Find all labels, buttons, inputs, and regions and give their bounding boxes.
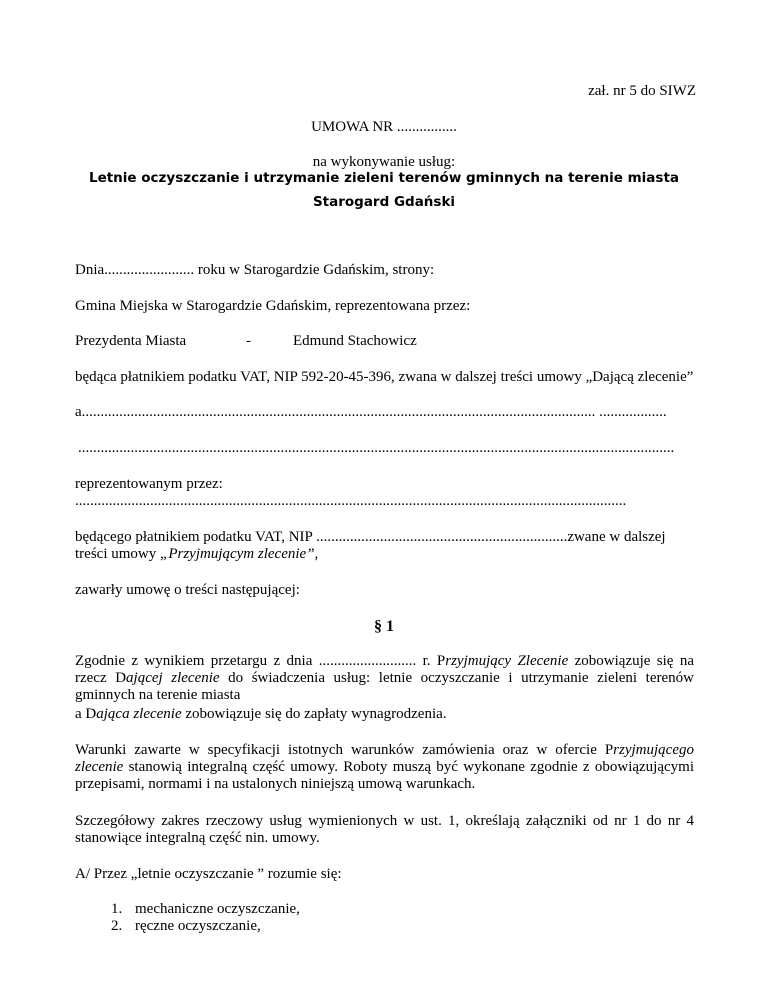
- section-1-paragraph-2: [75, 706, 694, 723]
- representative-role: Prezydenta Miasta: [75, 333, 187, 349]
- contractor-vat-text: treści umowy: [75, 546, 160, 562]
- p1-part-d: ającej zlecenie: [126, 670, 220, 686]
- section-1-paragraph-4: Szczegółowy zakres rzeczowy usług wymienionych w ust. 1, określają załączniki od nr 1 do nr 4 stanowiące integralną część nin. umowy.: [75, 813, 694, 846]
- party-one: Gmina Miejska w Starogardzie Gdańskim, reprezentowana przez:: [75, 298, 471, 314]
- contractor-line: a......................................................................................................................................... ..................: [75, 404, 667, 420]
- representative-dots: ...................................................................................................................................................: [75, 493, 627, 509]
- contract-title: Letnie oczyszczanie i utrzymanie zieleni terenów gminnych na terenie miasta: [88, 170, 680, 186]
- list-item-text: ręczne oczyszczanie,: [135, 918, 261, 934]
- cleaning-list: [111, 901, 300, 935]
- p3-part-a: Warunki zawarte w specyfikacji istotnych warunków zamówienia oraz w ofercie P: [75, 742, 614, 758]
- section-1-paragraph-5: A/ Przez „letnie oczyszczanie ” rozumie się:: [75, 866, 342, 882]
- list-item-number: 1.: [111, 901, 123, 917]
- section-1-paragraph-3: [75, 742, 694, 793]
- p1-part-c: zobowiązuje się na rzecz D: [75, 653, 694, 686]
- p2-part-b: ająca zlecenie: [96, 706, 182, 722]
- represented-by: reprezentowanym przez:: [75, 476, 223, 492]
- annex-label: zał. nr 5 do SIWZ: [588, 83, 696, 99]
- list-item: [111, 901, 300, 918]
- section-1-paragraph-1: [75, 653, 694, 704]
- contractor-vat: [75, 529, 694, 563]
- vat-info: będąca płatnikiem podatku VAT, NIP 592-20-45-396, zwana w dalszej treści umowy „Dającą zlecenie”: [75, 369, 694, 385]
- contractor-vat-line2: [75, 546, 694, 563]
- contract-subtitle: na wykonywanie usług:: [312, 154, 456, 170]
- representative-dash: -: [246, 333, 251, 349]
- p3-part-c: stanowią integralną część umowy. Roboty muszą być wykonane zgodnie z obowiązującymi przepisami, normami i na ustalonych niniejszą umową warunkach.: [75, 759, 694, 792]
- p2-part-c: zobowiązuje się do zapłaty wynagrodzenia.: [181, 706, 447, 722]
- contractor-vat-line1: będącego płatnikiem podatku VAT, NIP ...................................................................zwane w dalszej: [75, 529, 666, 545]
- date-line: Dnia........................ roku w Starogardzie Gdańskim, strony:: [75, 262, 435, 278]
- section-1-heading: § 1: [374, 618, 394, 635]
- list-item: [111, 918, 300, 935]
- representative-name: Edmund Stachowicz: [293, 333, 417, 349]
- list-item-text: mechaniczne oczyszczanie,: [135, 901, 300, 917]
- contractor-vat-role: „Przyjmującym zlecenie”,: [159, 546, 319, 562]
- contract-number: UMOWA NR ................: [311, 119, 457, 135]
- p3-part-b: rzyjmującego zlecenie: [75, 742, 694, 775]
- list-item-number: 2.: [111, 918, 123, 934]
- contractor-dots-line: ...............................................................................................................................................................: [78, 440, 675, 456]
- contract-title-city: Starogard Gdański: [312, 194, 456, 210]
- p1-part-a: Zgodnie z wynikiem przetargu z dnia .......................... r. P: [75, 653, 446, 669]
- p1-part-e: do świadczenia usług: letnie oczyszczanie i utrzymanie zieleni terenów gminnych na terenie miasta: [75, 670, 694, 703]
- p1-part-b: rzyjmujący Zlecenie: [445, 653, 569, 669]
- p2-part-a: a D: [75, 706, 97, 722]
- agreement-line: zawarły umowę o treści następującej:: [75, 582, 300, 598]
